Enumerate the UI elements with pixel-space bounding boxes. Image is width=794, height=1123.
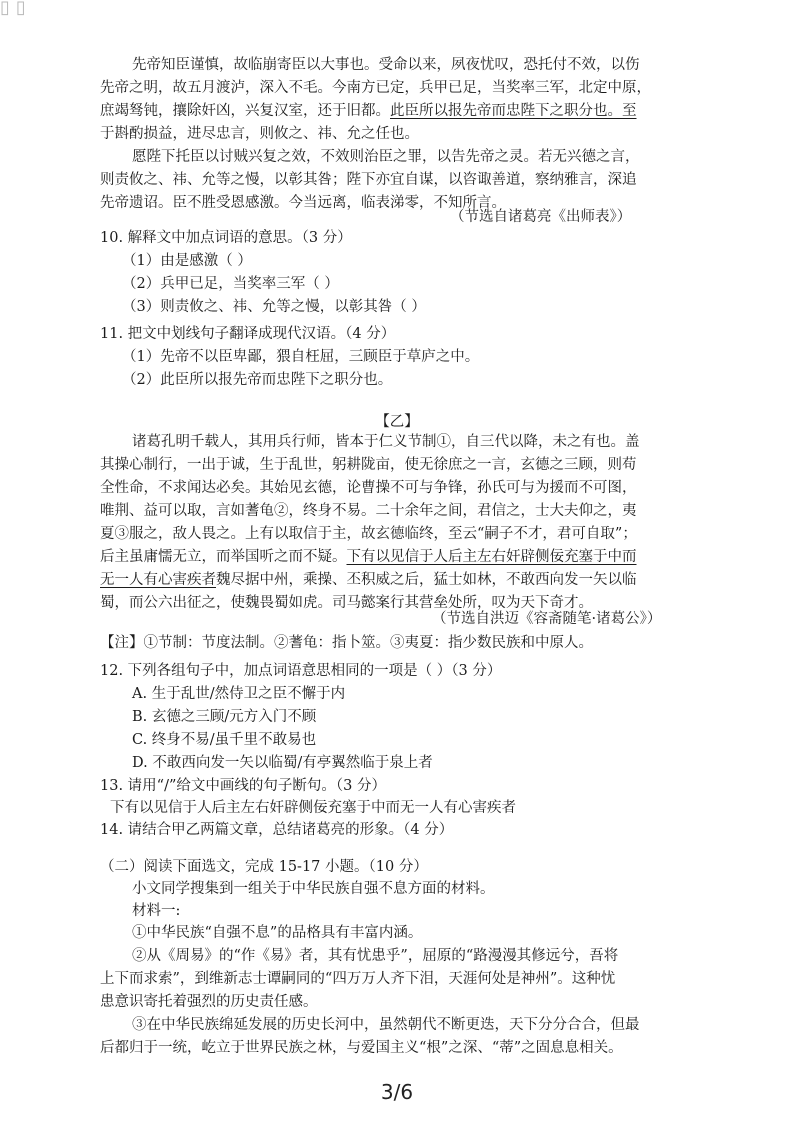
- question-14: 14. 请结合甲乙两篇文章，总结诸葛亮的形象。（4 分）: [100, 822, 454, 838]
- passage-jia-line-2: 先帝之明，故五月渡泸，深入不毛。今南方已定，兵甲已足，当奖率三军，北定中原，: [100, 80, 651, 96]
- passage-yi-line-8: 蜀，而公六出征之，使魏畏蜀如虎。司马懿案行其营垒处所，叹为天下奇才。: [100, 595, 593, 611]
- material-1-line-1: ①中华民族“自强不息”的品格具有丰富内涵。: [132, 925, 423, 941]
- underlined-sentence-jia: 此臣所以报先帝而忠陛下之职分也。至: [390, 103, 637, 119]
- passage-yi-line-1: 诸葛孔明千载人，其用兵行师，皆本于仁义节制①，自三代以降，未之有也。盖: [132, 434, 640, 450]
- page-number: 3/6: [380, 1080, 414, 1104]
- passage-yi-line-3: 全性命，不求闻达必矣。其始见玄德，论曹操不可与争锋，孙氏可与为援而不可图，: [100, 480, 637, 496]
- passage-yi-source: （节选自洪迈《容斋随笔·诸葛公》）: [432, 611, 662, 627]
- material-1-line-2: ②从《周易》的“作《易》者，其有忧患乎”，屈原的“路漫漫其修远兮，吾将: [132, 948, 619, 964]
- passage-yi-heading: 【乙】: [375, 414, 419, 430]
- passage-jia-line-4: 于斟酌损益，进尽忠言，则攸之、祎、允之任也。: [100, 126, 419, 142]
- question-12-option-b: B. 玄德之三顾/元方入门不顾: [132, 709, 317, 725]
- question-10-1: （1）由是感激（ ）: [122, 253, 252, 269]
- material-1-label: 材料一:: [132, 903, 181, 919]
- question-12-option-c: C. 终身不易/虽千里不敢易也: [132, 732, 317, 748]
- underlined-sentence-yi-part-1: 下有以见信于人后主左右奸辟侧佞充塞于中而: [346, 549, 637, 565]
- passage-jia-line-3-text: 庶竭驽钝，攘除奸凶，兴复汉室，还于旧都。: [100, 103, 390, 119]
- passage-yi-line-7: [100, 569, 637, 591]
- question-10-3: （3）则责攸之、祎、允等之慢，以彰其咎（ ）: [122, 299, 426, 315]
- passage-jia-line-5: 愿陛下托臣以讨贼兴复之效，不效则治臣之罪，以告先帝之灵。若无兴德之言，: [132, 149, 640, 165]
- passage-yi-line-6-text: 后主虽庸懦无立，而举国听之而不疑。: [100, 549, 347, 565]
- passage-jia-line-6: 则责攸之、祎、允等之慢，以彰其咎；陛下亦宜自谋，以咨诹善道，察纳雅言，深追: [100, 172, 637, 188]
- material-1-line-6: 后都归于一统，屹立于世界民族之林，与爱国主义“根”之深、“蒂”之固息息相关。: [100, 1040, 623, 1056]
- passage-yi-line-4: 唯荆、益可以取，言如蓍龟②，终身不易。二十余年之间，君信之，士大夫仰之，夷: [100, 503, 637, 519]
- question-13: 13. 请用“/”给文中画线的句子断句。（3 分）: [100, 778, 386, 794]
- question-11: 11. 把文中划线句子翻译成现代汉语。（4 分）: [100, 326, 396, 342]
- passage-jia-line-3: [100, 100, 637, 122]
- question-11-1: （1）先帝不以臣卑鄙，猥自枉屈，三顾臣于草庐之中。: [122, 349, 480, 365]
- material-1-line-4: 患意识寄托着强烈的历史责任感。: [100, 994, 318, 1010]
- question-13-sentence: 下有以见信于人后主左右奸辟侧佞充塞于中而无一人有心害疾者: [110, 800, 516, 816]
- material-1-line-3: 上下而求索”，到维新志士谭嗣同的“四万万人齐下泪，天涯何处是神州”。这种忧: [100, 971, 616, 987]
- question-11-2: （2）此臣所以报先帝而忠陛下之职分也。: [122, 372, 393, 388]
- passage-yi-note: 【注】①节制：节度法制。②蓍龟：指卜筮。③夷夏：指少数民族和中原人。: [100, 635, 593, 651]
- section-2-heading: （二）阅读下面选文，完成 15-17 小题。（10 分）: [100, 859, 428, 875]
- passage-yi-line-6: [100, 546, 637, 568]
- passage-jia-line-1: 先帝知臣谨慎，故临崩寄臣以大事也。受命以来，夙夜忧叹，恐托付不效，以伤: [132, 57, 640, 73]
- passage-yi-line-7-text: 魏尽据中州，乘操、丕积威之后，猛士如林，不敢西向发一矢以临: [216, 572, 637, 588]
- underlined-sentence-yi-part-2: 无一人有心害疾者: [100, 572, 216, 588]
- question-12-option-d: D. 不敢西向发一矢以临蜀/有亭翼然临于泉上者: [132, 755, 433, 771]
- passage-jia-source: （节选自诸葛亮《出师表》）: [450, 209, 632, 225]
- question-12: 12. 下列各组句子中，加点词语意思相同的一项是（ ）（3 分）: [100, 663, 502, 679]
- scan-corner-mark: ▯▯: [0, 0, 32, 16]
- section-2-intro: 小文同学搜集到一组关于中华民族自强不息方面的材料。: [132, 881, 495, 897]
- question-10: 10. 解释文中加点词语的意思。（3 分）: [100, 230, 352, 246]
- passage-jia-line-7: 先帝遗诏。臣不胜受恩感激。今当远离，临表涕零，不知所言。: [100, 195, 506, 211]
- question-12-option-a: A. 生于乱世/然侍卫之臣不懈于内: [132, 686, 346, 702]
- passage-yi-line-2: 其操心制行，一出于诚，生于乱世，躬耕陇亩，使无徐庶之一言，玄德之三顾，则苟: [100, 457, 637, 473]
- material-1-line-5: ③在中华民族绵延发展的历史长河中，虽然朝代不断更迭，天下分分合合，但最: [132, 1017, 640, 1033]
- question-10-2: （2）兵甲已足，当奖率三军（ ）: [122, 276, 339, 292]
- passage-yi-line-5: 夏③服之，敌人畏之。上有以取信于主，故玄德临终，至云“嗣子不才，君可自取”；: [100, 526, 637, 542]
